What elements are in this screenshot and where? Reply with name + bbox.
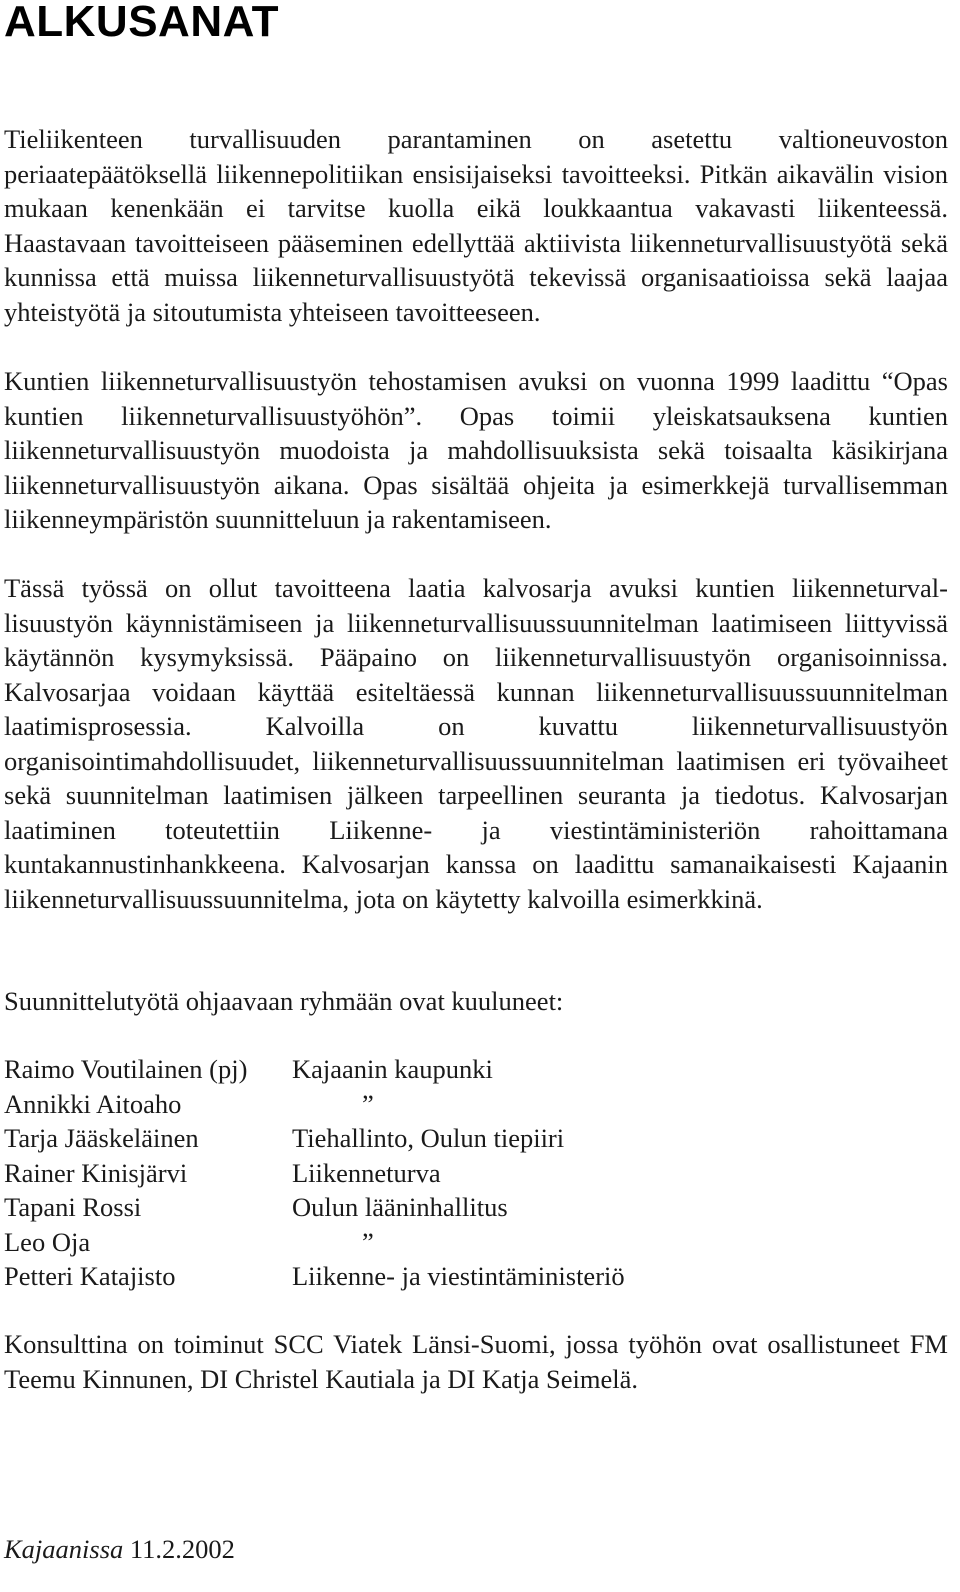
committee-member [4,1259,948,1294]
signature-line [4,1532,235,1567]
member-organization: Liikenne- ja viestintäministeriö [292,1261,625,1291]
member-organization-ditto: ” [362,1088,374,1119]
paragraph-committee-intro: Suunnittelutyötä ohjaavaan ryhmään ovat kuuluneet: [4,986,564,1016]
paragraph-guide: Kuntien liikenneturvallisuustyön tehostamisen avuksi on vuonna 1999 laadittu “Opas kuntien liikenneturvallisuustyöhön”. Opas toimii yleiskatsauksena kuntien liikenneturvallisuustyön muodoista ja mahdollisuuksista sekä toisaalta käsikirjana liikenneturvallisuustyön aikana. Opas sisältää ohjeita ja esimerkkejä turvallisemman liikenneympäristön suunnitteluun ja rakentamiseen. [4,366,948,534]
paragraph-intro: Tieliikenteen turvallisuuden parantaminen on asetettu valtioneuvoston periaatepäätöksellä liikennepolitiikan ensisijaiseksi tavoitteeksi. Pitkän aikavälin vision mukaan kenenkään ei tarvitse kuolla eikä loukkaantua vakavasti liikenteessä. Haastavaan tavoitteiseen pääseminen edellyttää aktiivista liikenneturvallisuustyötä sekä kunnissa että muissa liikenneturvallisuustyötä tekevissä organisaatioissa sekä laajaa yhteistyötä ja sitoutumista yhteiseen tavoitteeseen. [4,124,948,327]
member-organization: Kajaanin kaupunki [292,1054,493,1084]
member-name: Annikki Aitoaho [4,1088,182,1119]
member-organization: Tiehallinto, Oulun tiepiiri [292,1123,565,1153]
member-name: Leo Oja [4,1226,91,1257]
member-organization: Oulun lääninhallitus [292,1192,508,1222]
committee-member [4,1087,948,1122]
signature-place: Kajaanissa [4,1534,124,1564]
member-name: Tapani Rossi [4,1192,142,1222]
committee-list [4,1052,948,1294]
paragraph-work: Tässä työssä on ollut tavoitteena laatia kalvosarja avuksi kuntien liikenneturvallisuustyön käynnistämiseen ja liikenneturvallisuussuunnitelman laatimiseen liittyvissä käytännön kysymyksissä. Pääpaino on liikenneturvallisuustyön organisoinnissa. Kalvosarjaa voidaan käyttää esiteltäessä kunnan liikenneturvallisuussuunnitelman laatimisprosessia. Kalvoilla on kuvattu liikenneturvallisuustyön organisointimahdollisuudet, liikenneturvallisuussuunnitelman laatimisen eri työvaiheet sekä suunnitelman laatimisen jälkeen tarpeellinen seuranta ja tiedotus. Kalvosarjan laatiminen toteutettiin Liikenne- ja viestintäministeriön rahoittamana kuntakannustinhankkeena. Kalvosarjan kanssa on laadittu samanaikaisesti Kajaanin liikenneturvallisuussuunnitelma, jota on käytetty kalvoilla esimerkkinä. [4,573,948,914]
signature-date: 11.2.2002 [129,1534,235,1564]
committee-member [4,1190,948,1225]
member-organization: Liikenneturva [292,1157,441,1188]
committee-member [4,1052,948,1087]
member-name: Petteri Katajisto [4,1261,176,1291]
member-organization-ditto: ” [362,1226,374,1257]
committee-member [4,1156,948,1191]
member-name: Rainer Kinisjärvi [4,1157,188,1188]
member-name: Raimo Voutilainen (pj) [4,1054,248,1084]
committee-member [4,1121,948,1156]
committee-member [4,1225,948,1260]
paragraph-consultant: Konsulttina on toiminut SCC Viatek Länsi-Suomi, jossa työhön ovat osallistuneet FM Teemu Kinnunen, DI Christel Kautiala ja DI Katja Seimelä. [4,1329,948,1394]
member-name: Tarja Jääskeläinen [4,1123,199,1153]
page-title: ALKUSANAT [4,0,279,46]
